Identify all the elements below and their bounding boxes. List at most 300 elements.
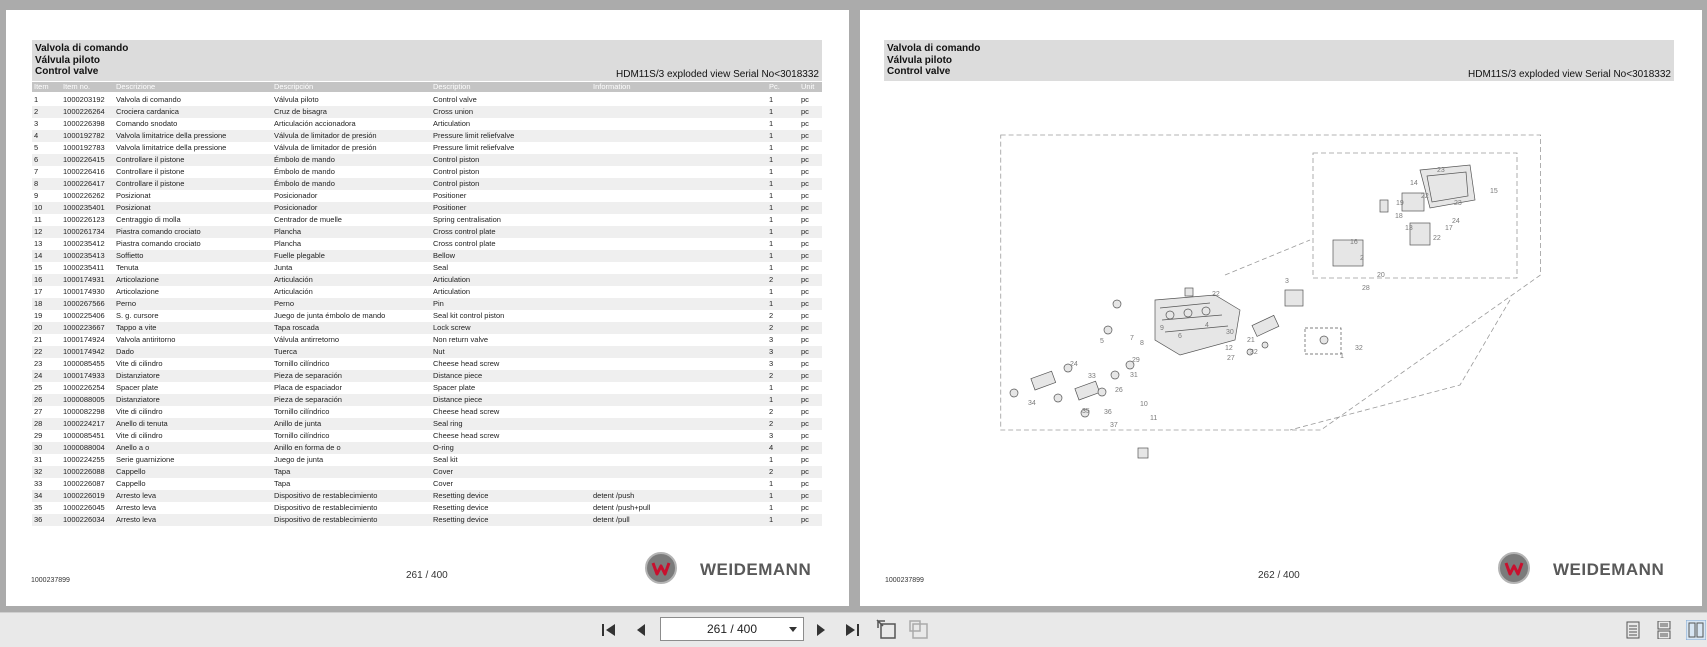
table-cell: 1000226254: [63, 383, 105, 392]
table-cell: 36: [34, 515, 43, 524]
table-cell: 1000088004: [63, 443, 105, 452]
table-row: [32, 94, 822, 106]
table-cell: Cross union: [433, 107, 474, 116]
table-cell: 1000082298: [63, 407, 105, 416]
callout-label: 35: [1082, 408, 1090, 415]
table-cell: pc: [801, 491, 809, 500]
table-cell: Articulation: [433, 275, 471, 284]
table-cell: 3: [769, 359, 774, 368]
table-cell: pc: [801, 323, 809, 332]
table-cell: Cheese head screw: [433, 431, 500, 440]
table-row: [32, 226, 822, 238]
table-cell: pc: [801, 131, 809, 140]
table-cell: 1: [769, 155, 774, 164]
table-cell: Bellow: [433, 251, 456, 260]
table-cell: 1000174924: [63, 335, 105, 344]
table-cell: 27: [34, 407, 43, 416]
table-cell: 1000226123: [63, 215, 105, 224]
table-cell: 23: [34, 359, 43, 368]
table-cell: Spacer plate: [433, 383, 476, 392]
table-cell: 1: [769, 143, 774, 152]
col-information: Information: [593, 82, 631, 91]
callout-label: 37: [1110, 422, 1118, 429]
table-cell: Seal kit control piston: [433, 311, 505, 320]
table-cell: Cappello: [116, 479, 146, 488]
table-row: [32, 106, 822, 118]
table-cell: Posizionat: [116, 203, 151, 212]
table-row: [32, 430, 822, 442]
table-cell: 31: [34, 455, 43, 464]
table-cell: 16: [34, 275, 43, 284]
callout-label: 26: [1115, 387, 1123, 394]
table-cell: Cover: [433, 479, 454, 488]
callout-label: 15: [1490, 188, 1498, 195]
table-row: [32, 178, 822, 190]
table-cell: Émbolo de mando: [274, 167, 335, 176]
callout-label: 4: [1205, 322, 1209, 329]
table-cell: 11: [34, 215, 42, 224]
table-cell: Válvula antirretorno: [274, 335, 340, 344]
callout-label: 32: [1355, 345, 1363, 352]
table-cell: pc: [801, 275, 809, 284]
table-cell: 2: [769, 275, 774, 284]
table-cell: 1: [769, 215, 774, 224]
table-cell: 19: [34, 311, 43, 320]
table-cell: Valvola antiritorno: [116, 335, 176, 344]
table-cell: pc: [801, 479, 809, 488]
callout-label: 34: [1028, 400, 1036, 407]
table-cell: 1000174933: [63, 371, 105, 380]
table-cell: pc: [801, 347, 809, 356]
table-cell: 1: [769, 479, 774, 488]
callout-label: 33: [1088, 373, 1096, 380]
table-cell: 10: [34, 203, 43, 212]
table-cell: Valvola di comando: [116, 95, 181, 104]
table-row: [32, 274, 822, 286]
page-number-value: 261 / 400: [706, 622, 758, 636]
table-cell: 1000174930: [63, 287, 105, 296]
table-row: [32, 286, 822, 298]
table-cell: 2: [769, 407, 774, 416]
table-cell: Arresto leva: [116, 491, 157, 500]
table-cell: 24: [34, 371, 43, 380]
table-cell: 1: [769, 131, 774, 140]
table-cell: Plancha: [274, 227, 302, 236]
table-cell: pc: [801, 239, 809, 248]
table-cell: Tapa: [274, 467, 291, 476]
callout-label: 1: [1340, 353, 1344, 360]
table-cell: 1: [769, 251, 774, 260]
table-cell: Vite di cilindro: [116, 359, 163, 368]
fit-width-icon[interactable]: [908, 619, 930, 641]
table-cell: Seal: [433, 263, 449, 272]
callout-label: 7: [1130, 335, 1134, 342]
table-row: [32, 442, 822, 454]
callout-label: 5: [1100, 338, 1104, 345]
table-cell: 1000085451: [63, 431, 105, 440]
table-cell: Distance piece: [433, 395, 483, 404]
table-cell: O-ring: [433, 443, 454, 452]
table-cell: Resetting device: [433, 515, 489, 524]
callout-label: 16: [1350, 239, 1358, 246]
table-cell: Control piston: [433, 167, 480, 176]
table-cell: 1: [769, 455, 774, 464]
table-cell: pc: [801, 191, 809, 200]
table-row: [32, 490, 822, 502]
table-row: [32, 334, 822, 346]
table-cell: Articulación: [274, 275, 313, 284]
viewer-toolbar: [0, 612, 1707, 647]
brand-name: WEIDEMANN: [1553, 560, 1665, 579]
document-number: 1000237899: [31, 577, 70, 584]
table-cell: Junta: [274, 263, 293, 272]
table-cell: 1000085455: [63, 359, 105, 368]
table-cell: Comando snodato: [116, 119, 178, 128]
table-row: [32, 514, 822, 526]
table-cell: 1: [769, 239, 774, 248]
page-number: 261 / 400: [406, 570, 448, 581]
table-cell: 1000226088: [63, 467, 105, 476]
table-cell: Juego de junta: [274, 455, 324, 464]
table-cell: pc: [801, 167, 809, 176]
table-cell: 1000226262: [63, 191, 105, 200]
table-cell: 7: [34, 167, 39, 176]
table-cell: 1: [769, 287, 774, 296]
table-cell: 25: [34, 383, 43, 392]
callout-label: 32: [1250, 349, 1258, 356]
table-row: [32, 406, 822, 418]
table-cell: 1000226087: [63, 479, 105, 488]
table-cell: 2: [34, 107, 39, 116]
table-cell: 30: [34, 443, 43, 452]
table-cell: pc: [801, 287, 809, 296]
table-cell: 17: [34, 287, 43, 296]
table-cell: pc: [801, 371, 809, 380]
table-cell: 1000226415: [63, 155, 105, 164]
table-cell: Articulación: [274, 287, 313, 296]
table-cell: 8: [34, 179, 39, 188]
table-cell: Cruz de bisagra: [274, 107, 327, 116]
callout-label: 14: [1410, 180, 1418, 187]
table-cell: pc: [801, 227, 809, 236]
table-row: [32, 190, 822, 202]
table-cell: Distanziatore: [116, 371, 160, 380]
callout-label: 13: [1405, 225, 1413, 232]
table-cell: 1: [769, 203, 774, 212]
table-cell: 2: [769, 371, 774, 380]
continuous-icon[interactable]: [1655, 621, 1673, 639]
callout-label: 30: [1226, 329, 1234, 336]
table-cell: Serie guarnizione: [116, 455, 175, 464]
table-cell: pc: [801, 107, 809, 116]
table-cell: Pressure limit reliefvalve: [433, 143, 515, 152]
table-cell: Non return valve: [433, 335, 489, 344]
table-cell: Control valve: [433, 95, 477, 104]
callout-label: 29: [1132, 357, 1140, 364]
table-cell: S. g. cursore: [116, 311, 159, 320]
table-cell: Centrador de muelle: [274, 215, 342, 224]
table-cell: Cross control plate: [433, 227, 496, 236]
table-row: [32, 454, 822, 466]
table-cell: pc: [801, 383, 809, 392]
table-cell: pc: [801, 263, 809, 272]
table-cell: Arresto leva: [116, 515, 157, 524]
col-pc: Pc.: [769, 82, 780, 91]
table-cell: Resetting device: [433, 503, 489, 512]
table-cell: Vite di cilindro: [116, 407, 163, 416]
table-cell: Anillo de junta: [274, 419, 322, 428]
table-cell: 18: [34, 299, 43, 308]
table-cell: Lock screw: [433, 323, 471, 332]
table-cell: Distance piece: [433, 371, 483, 380]
table-cell: 1000226019: [63, 491, 105, 500]
table-row: [32, 502, 822, 514]
col-item-no: Item no.: [63, 82, 91, 91]
table-cell: Anillo en forma de o: [274, 443, 341, 452]
table-cell: 1000261734: [63, 227, 105, 236]
table-cell: 1: [769, 515, 774, 524]
table-cell: Articolazione: [116, 287, 159, 296]
table-row: [32, 358, 822, 370]
table-cell: 1000203192: [63, 95, 105, 104]
view-label: HDM11S/3 exploded view Serial No<3018332: [1468, 69, 1671, 80]
table-cell: 1: [769, 95, 774, 104]
table-cell: Tuerca: [274, 347, 298, 356]
table-cell: Posicionador: [274, 203, 318, 212]
table-cell: Spring centralisation: [433, 215, 501, 224]
table-row: [32, 370, 822, 382]
table-cell: Dispositivo de restablecimiento: [274, 491, 378, 500]
page-number: 262 / 400: [1258, 570, 1300, 581]
table-cell: 29: [34, 431, 43, 440]
table-cell: 1000226034: [63, 515, 105, 524]
callout-label: 23: [1454, 200, 1462, 207]
table-cell: 3: [34, 119, 39, 128]
table-row: [32, 262, 822, 274]
col-unit: Unit: [801, 82, 815, 91]
table-row: [32, 382, 822, 394]
table-cell: Válvula de limitador de presión: [274, 143, 377, 152]
table-cell: Spacer plate: [116, 383, 159, 392]
table-cell: 20: [34, 323, 43, 332]
table-cell: Control piston: [433, 155, 480, 164]
table-cell: 15: [34, 263, 43, 272]
table-cell: Piastra comando crociato: [116, 239, 201, 248]
table-cell: 3: [769, 431, 774, 440]
table-cell: pc: [801, 515, 809, 524]
table-cell: Resetting device: [433, 491, 489, 500]
table-row: [32, 418, 822, 430]
table-cell: 1: [769, 107, 774, 116]
table-cell: 1: [769, 383, 774, 392]
table-cell: Émbolo de mando: [274, 155, 335, 164]
table-cell: Distanziatore: [116, 395, 160, 404]
table-cell: 2: [769, 419, 774, 428]
previous-page-icon[interactable]: [632, 621, 650, 639]
table-cell: 1: [769, 191, 774, 200]
table-cell: pc: [801, 311, 809, 320]
table-cell: Cheese head screw: [433, 359, 500, 368]
table-cell: 4: [34, 131, 39, 140]
callout-label: 22: [1212, 291, 1220, 298]
table-header: [32, 82, 822, 92]
table-cell: 2: [769, 323, 774, 332]
callout-label: 36: [1104, 409, 1112, 416]
title-english: Control valve: [35, 66, 99, 77]
table-cell: Anello a o: [116, 443, 150, 452]
table-cell: Nut: [433, 347, 445, 356]
table-cell: 1000226417: [63, 179, 105, 188]
next-page-icon[interactable]: [812, 621, 830, 639]
table-row: [32, 142, 822, 154]
table-cell: 1000235401: [63, 203, 105, 212]
page-header: [884, 40, 1674, 81]
table-cell: Dispositivo de restablecimiento: [274, 503, 378, 512]
table-cell: pc: [801, 299, 809, 308]
table-cell: Tornillo cilíndrico: [274, 359, 330, 368]
weidemann-logo-icon: [645, 552, 677, 584]
table-cell: 13: [34, 239, 43, 248]
table-cell: pc: [801, 455, 809, 464]
single-page-icon[interactable]: [1624, 621, 1642, 639]
table-row: [32, 466, 822, 478]
table-cell: 1000235411: [63, 263, 105, 272]
table-cell: 1000224255: [63, 455, 105, 464]
table-cell: Posicionador: [274, 191, 318, 200]
table-cell: 1: [769, 491, 774, 500]
table-cell: pc: [801, 179, 809, 188]
chevron-down-icon[interactable]: [789, 627, 797, 632]
table-cell: 22: [34, 347, 43, 356]
table-cell: Fuelle plegable: [274, 251, 325, 260]
table-cell: Pieza de separación: [274, 395, 342, 404]
view-label: HDM11S/3 exploded view Serial No<3018332: [616, 69, 819, 80]
table-cell: Tapa: [274, 479, 291, 488]
table-row: [32, 346, 822, 358]
table-cell: Piastra comando crociato: [116, 227, 201, 236]
table-cell: Dado: [116, 347, 134, 356]
table-cell: pc: [801, 467, 809, 476]
table-cell: Seal kit: [433, 455, 458, 464]
table-row: [32, 202, 822, 214]
table-cell: Juego de junta émbolo de mando: [274, 311, 386, 320]
table-cell: 1000235413: [63, 251, 105, 260]
first-page-icon[interactable]: [600, 621, 618, 639]
table-cell: 1000226264: [63, 107, 105, 116]
table-cell: pc: [801, 215, 809, 224]
table-cell: 32: [34, 467, 43, 476]
table-row: [32, 238, 822, 250]
table-row: [32, 394, 822, 406]
table-cell: 14: [34, 251, 43, 260]
table-cell: 1000223667: [63, 323, 105, 332]
table-cell: pc: [801, 119, 809, 128]
table-row: [32, 166, 822, 178]
table-cell: Pieza de separación: [274, 371, 342, 380]
callout-label: 19: [1396, 200, 1404, 207]
table-cell: Anello di tenuta: [116, 419, 168, 428]
table-cell: Arresto leva: [116, 503, 157, 512]
table-cell: Posizionat: [116, 191, 151, 200]
table-cell: Seal ring: [433, 419, 463, 428]
callout-label: 9: [1160, 325, 1164, 332]
exploded-view-drawing: [990, 130, 1550, 520]
two-page-icon[interactable]: [1686, 620, 1706, 640]
table-cell: Válvula piloto: [274, 95, 319, 104]
table-cell: pc: [801, 95, 809, 104]
callout-label: 12: [1225, 345, 1233, 352]
table-cell: Soffietto: [116, 251, 144, 260]
table-cell: Plancha: [274, 239, 302, 248]
callout-label: 18: [1395, 213, 1403, 220]
callout-label: 23: [1437, 167, 1445, 174]
table-cell: pc: [801, 443, 809, 452]
table-cell: 1000226045: [63, 503, 105, 512]
table-cell: 1: [769, 395, 774, 404]
pdf-page-262: [860, 10, 1702, 606]
callout-label: 31: [1130, 372, 1138, 379]
table-cell: 1: [769, 263, 774, 272]
fit-page-icon[interactable]: [876, 619, 898, 641]
callout-label: 24: [1452, 218, 1460, 225]
table-cell: pc: [801, 143, 809, 152]
title-spanish: Válvula piloto: [35, 55, 101, 66]
table-row: [32, 250, 822, 262]
table-cell: 1: [769, 167, 774, 176]
page-number-field[interactable]: [660, 617, 804, 641]
table-cell: 1000267566: [63, 299, 105, 308]
table-cell: Cappello: [116, 467, 146, 476]
table-cell: 3: [769, 335, 774, 344]
table-cell: 26: [34, 395, 43, 404]
table-cell: Controllare il pistone: [116, 179, 185, 188]
table-row: [32, 298, 822, 310]
callout-label: 3: [1285, 278, 1289, 285]
table-cell: 1000192783: [63, 143, 105, 152]
table-cell: 1000225406: [63, 311, 105, 320]
table-row: [32, 154, 822, 166]
table-cell: pc: [801, 395, 809, 404]
table-cell: 1000226398: [63, 119, 105, 128]
table-cell: Tenuta: [116, 263, 139, 272]
table-cell: pc: [801, 503, 809, 512]
table-row: [32, 478, 822, 490]
table-cell: 2: [769, 467, 774, 476]
table-cell: 9: [34, 191, 39, 200]
table-cell: Positioner: [433, 191, 467, 200]
table-cell: 4: [769, 443, 774, 452]
callout-label: 10: [1140, 401, 1148, 408]
table-cell: 1: [769, 299, 774, 308]
table-cell: 1: [769, 227, 774, 236]
callout-label: 2: [1360, 255, 1364, 262]
table-cell: 1000174931: [63, 275, 105, 284]
table-row: [32, 118, 822, 130]
table-cell: 1000235412: [63, 239, 105, 248]
table-row: [32, 214, 822, 226]
callout-label: 27: [1227, 355, 1235, 362]
table-cell: 1: [769, 179, 774, 188]
last-page-icon[interactable]: [843, 621, 861, 639]
table-cell: Tornillo cilíndrico: [274, 431, 330, 440]
col-descripcion: Descripción: [274, 82, 314, 91]
table-cell: Valvola limitatrice della pressione: [116, 143, 227, 152]
pdf-page-261: [6, 10, 849, 606]
table-cell: 3: [769, 347, 774, 356]
table-cell: 2: [769, 311, 774, 320]
parts-table: [32, 94, 822, 526]
table-cell: Cheese head screw: [433, 407, 500, 416]
